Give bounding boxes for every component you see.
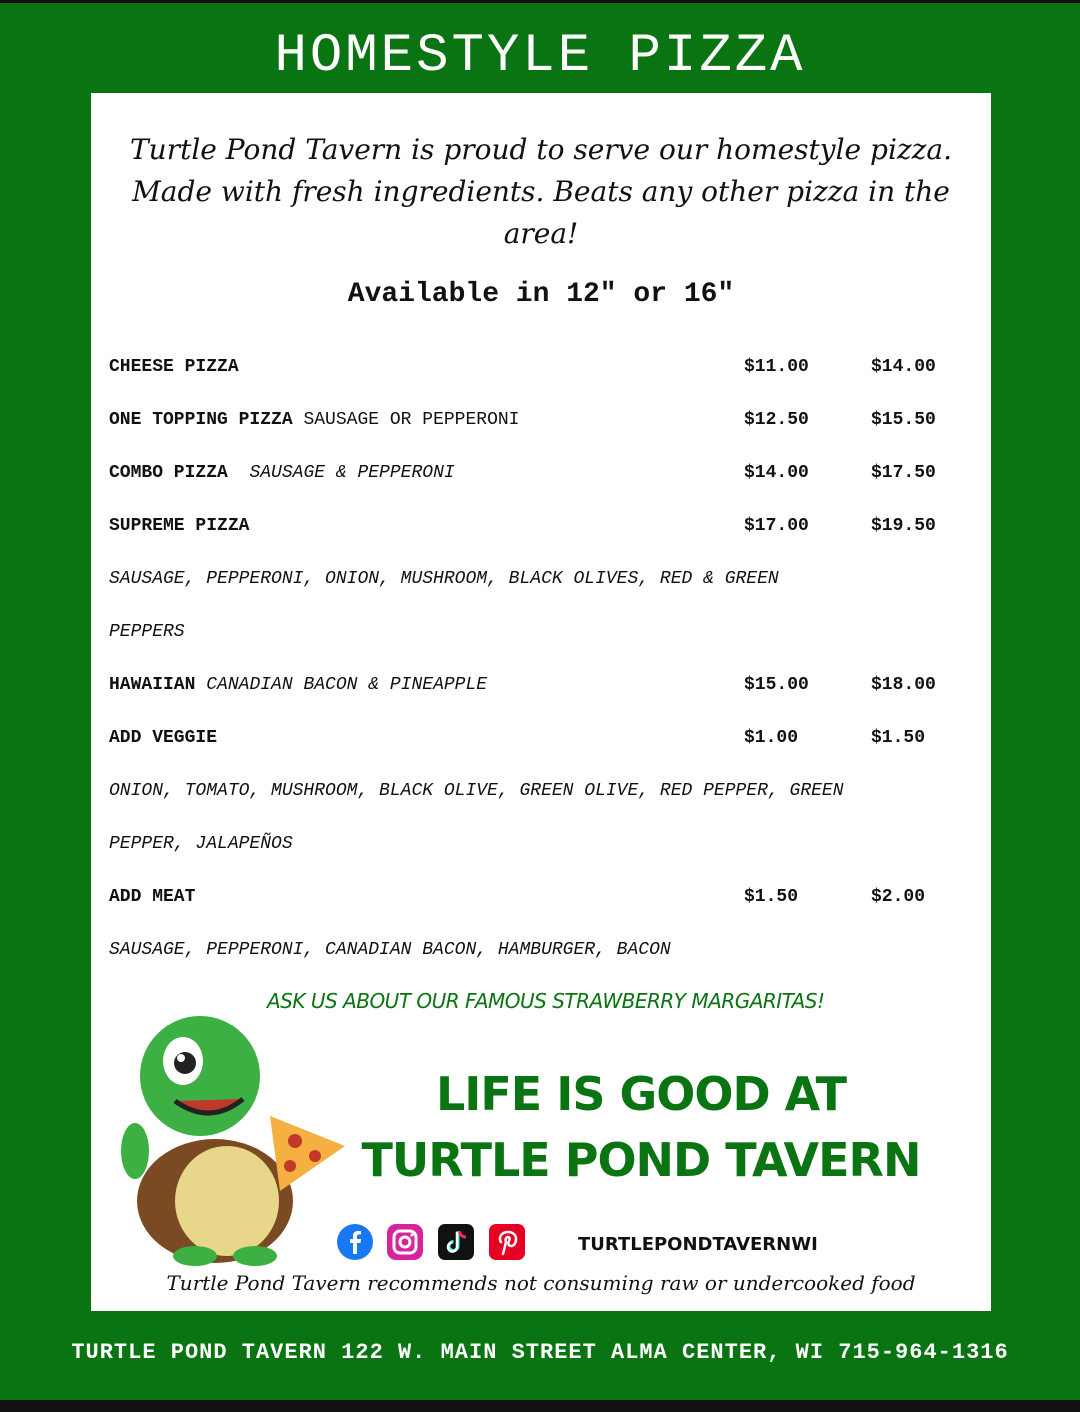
menu-note [109, 818, 989, 871]
price-12: $1.00 [744, 728, 799, 748]
sizes-heading: Available in 12" or 16" [347, 279, 735, 310]
price-12: $12.50 [744, 410, 809, 430]
menu-item [109, 871, 989, 924]
price-16: $14.00 [871, 357, 936, 377]
price-16: $18.00 [871, 675, 936, 695]
menu-item [109, 447, 989, 500]
price-12: $15.00 [744, 675, 809, 695]
menu-note [109, 606, 989, 659]
slogan-line-2: TURTLE POND TAVERN [361, 1133, 921, 1187]
item-name: CHEESE PIZZA [109, 357, 239, 377]
slogan [361, 1061, 921, 1193]
note-text: SAUSAGE, PEPPERONI, CANADIAN BACON, HAMBURGER, BACON [109, 940, 671, 960]
intro-line-1: Turtle Pond Tavern is proud to serve our homestyle pizza. [130, 133, 952, 166]
item-name: ADD MEAT [109, 887, 196, 907]
instagram-icon[interactable] [387, 1224, 423, 1260]
menu-item [109, 712, 989, 765]
menu-note [109, 924, 989, 977]
price-16: $1.50 [871, 728, 926, 748]
bottom-border [0, 1400, 1080, 1412]
item-name: HAWAIIAN [109, 675, 196, 695]
note-text: PEPPER, JALAPEÑOS [109, 834, 293, 854]
price-12: $14.00 [744, 463, 809, 483]
menu-item [109, 659, 989, 712]
note-text: PEPPERS [109, 622, 185, 642]
tiktok-icon[interactable] [438, 1224, 474, 1260]
item-name: ONE TOPPING PIZZA [109, 410, 293, 430]
item-desc: SAUSAGE & PEPPERONI [249, 463, 455, 483]
page-title: HOMESTYLE PIZZA [274, 26, 806, 87]
menu-panel [91, 93, 991, 1311]
price-16: $19.50 [871, 516, 936, 536]
facebook-icon[interactable] [337, 1224, 373, 1260]
price-12: $1.50 [744, 887, 799, 907]
note-text: SAUSAGE, PEPPERONI, ONION, MUSHROOM, BLACK OLIVES, RED & GREEN [109, 569, 779, 589]
menu-item [109, 394, 989, 447]
menu-item [109, 500, 989, 553]
slogan-line-1: LIFE IS GOOD AT [435, 1067, 847, 1121]
item-desc: SAUSAGE OR PEPPERONI [303, 410, 520, 430]
menu-item [109, 341, 989, 394]
price-16: $15.50 [871, 410, 936, 430]
turtle-mascot-icon [115, 1001, 355, 1271]
social-handle[interactable]: TURTLEPONDTAVERNWI [578, 1234, 818, 1255]
price-16: $17.50 [871, 463, 936, 483]
note-text: ONION, TOMATO, MUSHROOM, BLACK OLIVE, GREEN OLIVE, RED PEPPER, GREEN [109, 781, 844, 801]
menu-list [109, 341, 989, 977]
price-12: $11.00 [744, 357, 809, 377]
intro-line-2: Made with fresh ingredients. Beats any other pizza in the area! [132, 175, 950, 250]
menu-note [109, 553, 989, 606]
price-12: $17.00 [744, 516, 809, 536]
pinterest-icon[interactable] [489, 1224, 525, 1260]
menu-note [109, 765, 989, 818]
item-name: ADD VEGGIE [109, 728, 218, 748]
price-16: $2.00 [871, 887, 926, 907]
address-footer: TURTLE POND TAVERN 122 W. MAIN STREET ALMA CENTER, WI 715-964-1316 [71, 1340, 1009, 1365]
top-border [0, 0, 1080, 3]
intro-text [91, 129, 991, 255]
item-name: COMBO PIZZA [109, 463, 228, 483]
food-disclaimer: Turtle Pond Tavern recommends not consuming raw or undercooked food [166, 1271, 916, 1295]
promo-text: ASK US ABOUT OUR FAMOUS STRAWBERRY MARGARITAS! [267, 989, 825, 1013]
item-desc: CANADIAN BACON & PINEAPPLE [206, 675, 488, 695]
item-name: SUPREME PIZZA [109, 516, 250, 536]
